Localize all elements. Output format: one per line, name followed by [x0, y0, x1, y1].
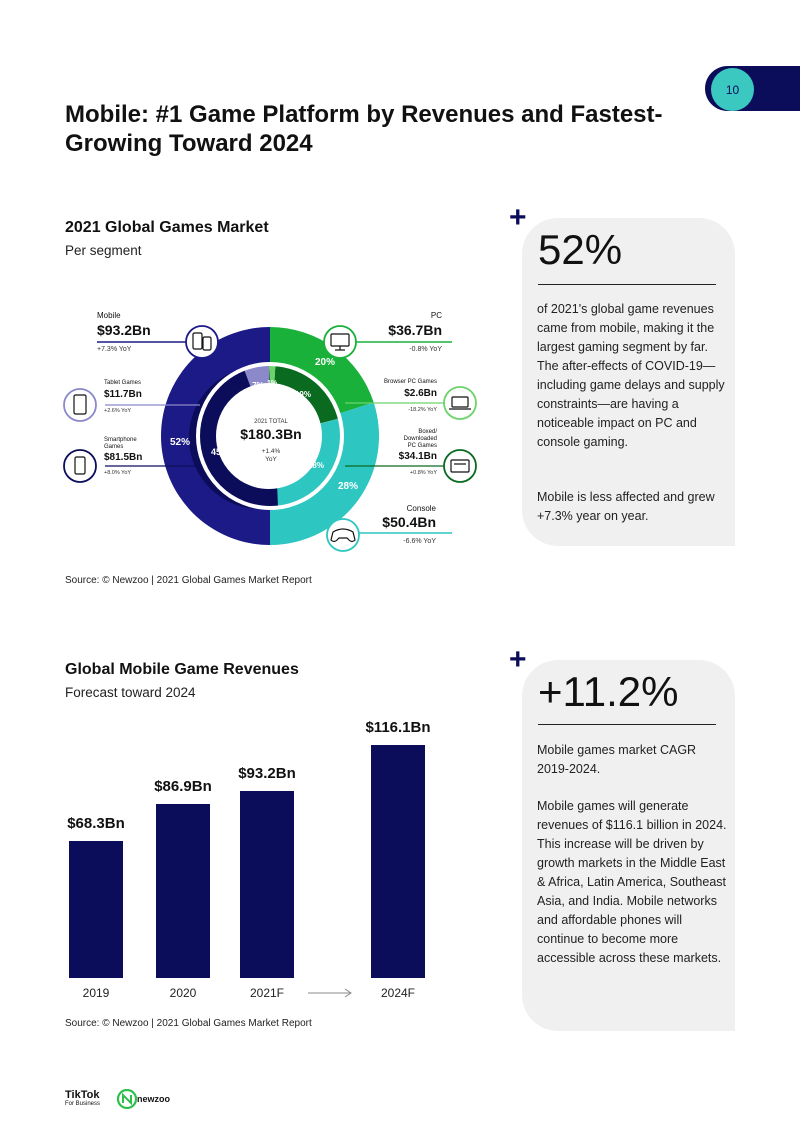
tiktok-logo: TikTok	[65, 1089, 100, 1101]
bar-2021f	[240, 791, 294, 978]
label-smartphone-name-2: Games	[104, 444, 124, 450]
label-tablet-name: Tablet Games	[104, 380, 142, 386]
label-browser-value: $2.6Bn	[404, 388, 437, 399]
bar-category-label: 2020	[169, 986, 197, 1000]
bar-value-label: $86.9Bn	[154, 778, 212, 795]
callout-stat-1: 52%	[538, 226, 623, 273]
pct-label-pc: 20%	[314, 357, 336, 368]
section2-subtitle: Forecast toward 2024	[65, 685, 196, 700]
label-boxed-name-1: Boxed/	[418, 429, 437, 435]
label-boxed-name-3: PC Games	[407, 443, 437, 449]
pct-label-browser: 1%	[266, 380, 278, 387]
callout-stat-2: +11.2%	[538, 668, 679, 715]
callout-text-1b: Mobile is less affected and grew +7.3% year on year.	[537, 490, 715, 523]
bar-value-label: $68.3Bn	[67, 815, 125, 832]
smartphone-icon-ring	[64, 450, 96, 482]
callout-text-1a: of 2021's global game revenues came from mobile, making it the largest gaming segment by far. The after-effects of COVID-19—including game delays and supply constraints—are having a noticeable impact on PC and console gaming.	[537, 302, 725, 449]
label-tablet-yoy: +2.6% YoY	[104, 408, 132, 414]
page-title: Mobile: #1 Game Platform by Revenues and Fastest-Growing Toward 2024	[65, 101, 663, 157]
label-pc-name: PC	[430, 311, 442, 320]
label-pc-value: $36.7Bn	[388, 322, 442, 338]
section2-title: Global Mobile Game Revenues	[65, 661, 299, 678]
bar-2020	[156, 804, 210, 978]
label-browser-yoy: -18.2% YoY	[408, 407, 437, 413]
center-yoy-line2: YoY	[265, 456, 277, 463]
label-boxed-name-2: Downloaded	[403, 436, 437, 442]
pct-label-smartphone: 45%	[210, 447, 230, 457]
callout-divider-1	[538, 284, 716, 285]
bar-category-label: 2019	[82, 986, 110, 1000]
pct-label-console-inner: 28%	[307, 461, 325, 470]
newzoo-logo-text: newzoo	[137, 1094, 170, 1104]
label-tablet-value: $11.7Bn	[104, 389, 142, 400]
tiktok-logo-subtitle: For Business	[65, 1101, 101, 1107]
callout-text-2a: Mobile games market CAGR 2019-2024.	[537, 743, 697, 776]
label-pc-yoy: -0.8% YoY	[409, 346, 442, 353]
pct-label-mobile: 52%	[169, 437, 191, 448]
label-browser-name: Browser PC Games	[383, 379, 437, 385]
laptop-icon-ring	[444, 387, 476, 419]
label-mobile-yoy: +7.3% YoY	[97, 346, 132, 353]
label-console-value: $50.4Bn	[382, 514, 436, 530]
callout-text-2b: Mobile games will generate revenues of $116.1 billion in 2024. This increase will be driven by growth markets in the Middle East & Africa, Latin America, Southeast Asia, and India. Mobile networks and affordable phones will continue to become more accessible across these markets.	[537, 799, 727, 965]
tablet-icon-ring	[64, 389, 96, 421]
bar-2024f	[371, 745, 425, 978]
page-number: 10	[711, 68, 754, 111]
newzoo-logo-icon	[117, 1089, 137, 1109]
bar-2019	[69, 841, 123, 978]
section1-source: Source: © Newzoo | 2021 Global Games Market Report	[65, 575, 312, 586]
label-console-yoy: -6.6% YoY	[403, 538, 436, 545]
label-console-name: Console	[406, 504, 436, 513]
label-smartphone-name-1: Smartphone	[104, 437, 137, 443]
bar-category-label: 2021F	[249, 986, 285, 1000]
label-smartphone-yoy: +8.0% YoY	[104, 470, 132, 476]
label-mobile-name: Mobile	[97, 311, 121, 320]
center-total-value: $180.3Bn	[240, 426, 302, 442]
label-smartphone-value: $81.5Bn	[104, 452, 143, 463]
pct-label-tablet: 7%	[252, 381, 264, 390]
cash-register-icon-ring	[444, 450, 476, 482]
center-yoy-line1: +1.4%	[261, 448, 281, 455]
pct-label-console: 28%	[337, 481, 359, 492]
section1-title: 2021 Global Games Market	[65, 219, 269, 236]
label-mobile-value: $93.2Bn	[97, 322, 151, 338]
label-boxed-value: $34.1Bn	[398, 451, 437, 462]
callout-divider-2	[538, 724, 716, 725]
bar-chart	[0, 700, 500, 1010]
forecast-arrow-icon	[308, 987, 354, 999]
section1-subtitle: Per segment	[65, 243, 142, 258]
bar-category-label: 2024F	[380, 986, 416, 1000]
pct-label-boxed: 19%	[294, 390, 312, 399]
bar-value-label: $93.2Bn	[238, 765, 296, 782]
bar-value-label: $116.1Bn	[365, 719, 431, 736]
center-total-label: 2021 TOTAL	[254, 419, 288, 425]
label-boxed-yoy: +0.8% YoY	[409, 470, 437, 476]
section2-source: Source: © Newzoo | 2021 Global Games Market Report	[65, 1018, 312, 1029]
plus-icon: +	[509, 643, 527, 676]
plus-icon: +	[509, 201, 527, 234]
